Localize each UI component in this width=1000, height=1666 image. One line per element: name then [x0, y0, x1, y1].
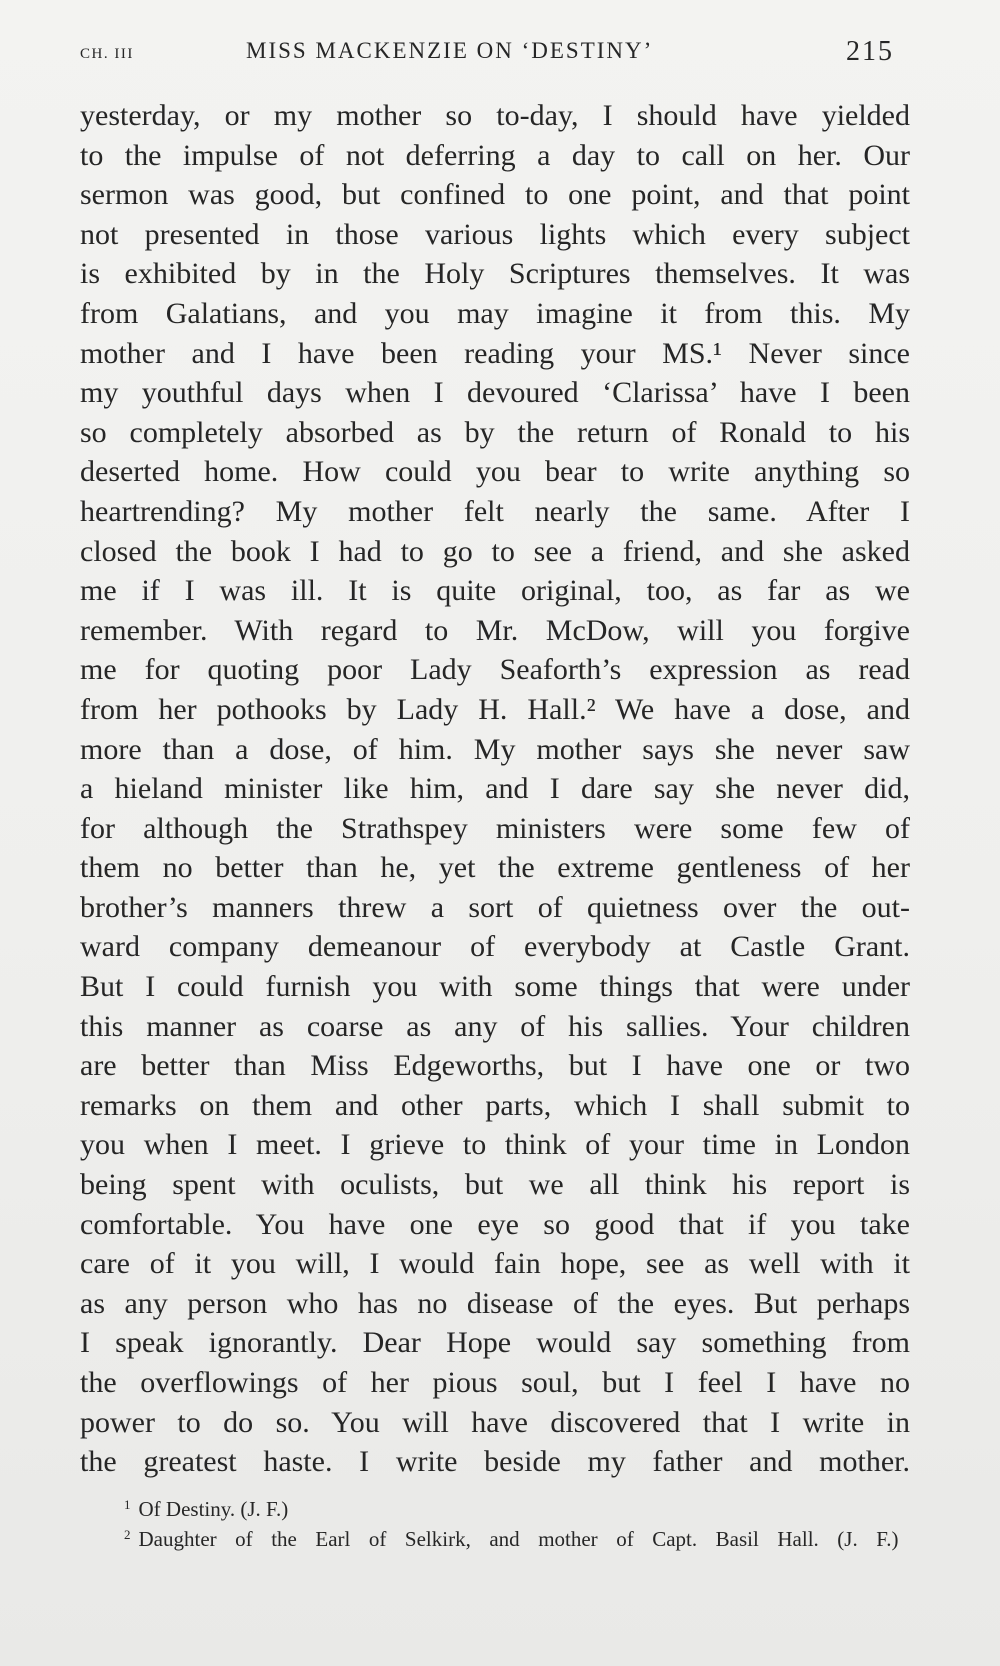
text-line: care of it you will, I would fain hope, see as well with it — [80, 1247, 910, 1281]
footnote-marker: 1 — [124, 1497, 131, 1512]
text-line: sermon was good, but confined to one point, and that point — [80, 178, 910, 212]
text-line: brother’s manners threw a sort of quietness over the out- — [80, 890, 910, 924]
text-line: being spent with oculists, but we all think his report is — [80, 1168, 910, 1202]
text-line: the greatest haste. I write beside my father and mother. — [80, 1445, 910, 1479]
text-line: yesterday, or my mother so to-day, I should have yielded — [80, 99, 910, 132]
running-head — [80, 36, 894, 76]
text-line: more than a dose, of him. My mother says she never saw — [80, 732, 910, 766]
text-line: not presented in those various lights which every subject — [80, 217, 910, 251]
running-title: MISS MACKENZIE ON ‘DESTINY’ — [246, 38, 654, 63]
text-line: mother and I have been reading your MS.¹ Never since — [80, 336, 910, 370]
footnote — [124, 1494, 914, 1524]
footnote — [124, 1524, 914, 1554]
text-line: closed the book I had to go to see a friend, and she asked — [80, 534, 910, 568]
text-line: you when I meet. I grieve to think of your time in London — [80, 1128, 910, 1162]
text-line: as any person who has no disease of the eyes. But perhaps — [80, 1286, 910, 1320]
text-line: them no better than he, yet the extreme gentleness of her — [80, 851, 910, 885]
chapter-label: CH. III — [80, 46, 134, 62]
text-line: from her pothooks by Lady H. Hall.² We have a dose, and — [80, 692, 910, 726]
text-line: remarks on them and other parts, which I shall submit to — [80, 1088, 910, 1122]
text-line: ward company demeanour of everybody at Castle Grant. — [80, 930, 910, 964]
text-line: are better than Miss Edgeworths, but I have one or two — [80, 1049, 910, 1083]
text-line: is exhibited by in the Holy Scriptures themselves. It was — [80, 257, 910, 291]
text-line: my youthful days when I devoured ‘Clarissa’ have I been — [80, 376, 910, 410]
text-line: I speak ignorantly. Dear Hope would say something from — [80, 1326, 910, 1360]
text-line: But I could furnish you with some things that were under — [80, 970, 910, 1004]
text-line: deserted home. How could you bear to write anything so — [80, 455, 910, 489]
text-line: power to do so. You will have discovered that I write in — [80, 1405, 910, 1439]
body-text — [80, 96, 910, 1482]
text-line: comfortable. You have one eye so good that if you take — [80, 1207, 910, 1241]
footnote-text: Daughter of the Earl of Selkirk, and mother of Capt. Basil Hall. (J. F.) — [138, 1527, 899, 1551]
text-line: me if I was ill. It is quite original, too, as far as we — [80, 574, 910, 608]
footnotes — [124, 1494, 914, 1554]
text-line: for although the Strathspey ministers were some few of — [80, 811, 910, 845]
text-line: to the impulse of not deferring a day to call on her. Our — [80, 138, 910, 172]
text-line: me for quoting poor Lady Seaforth’s expression as read — [80, 653, 910, 687]
text-line: a hieland minister like him, and I dare say she never did, — [80, 772, 910, 806]
text-line: the overflowings of her pious soul, but I feel I have no — [80, 1366, 910, 1399]
text-line: remember. With regard to Mr. McDow, will you forgive — [80, 613, 910, 647]
text-line: this manner as coarse as any of his sallies. Your children — [80, 1009, 910, 1043]
text-line: heartrending? My mother felt nearly the same. After I — [80, 494, 910, 528]
text-line: from Galatians, and you may imagine it from this. My — [80, 296, 910, 330]
page-number: 215 — [846, 36, 894, 67]
text-line: so completely absorbed as by the return of Ronald to his — [80, 415, 910, 449]
footnote-marker: 2 — [124, 1527, 131, 1542]
footnote-text: Of Destiny. (J. F.) — [138, 1497, 289, 1521]
